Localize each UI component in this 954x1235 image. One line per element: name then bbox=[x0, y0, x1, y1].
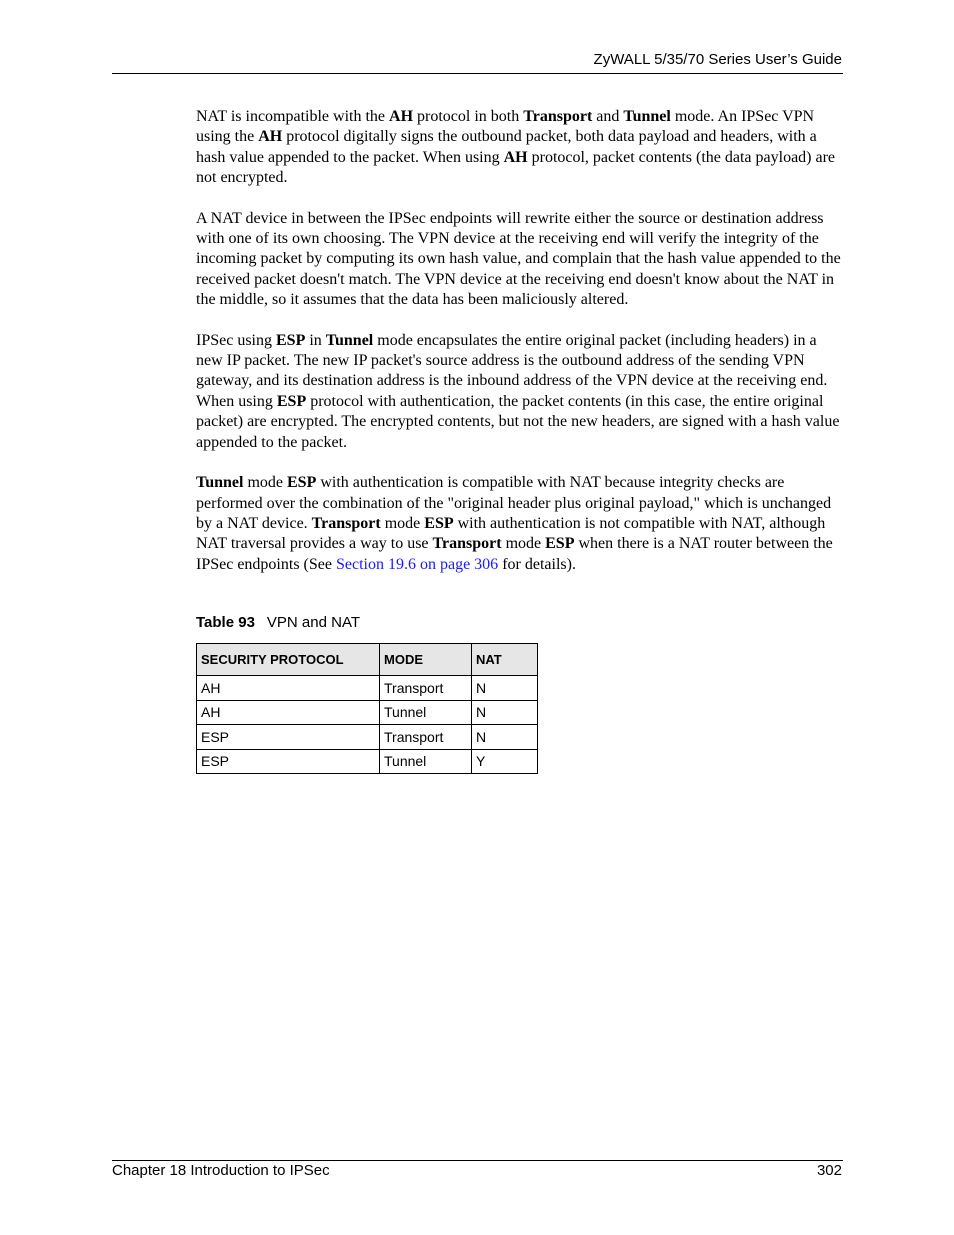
column-header-security-protocol: SECURITY PROTOCOL bbox=[197, 644, 380, 676]
bold-term: Tunnel bbox=[623, 108, 671, 125]
cell-nat: N bbox=[472, 725, 538, 750]
text-run: in bbox=[305, 331, 326, 349]
footer-divider bbox=[112, 1160, 843, 1161]
text-run: mode encapsulates the entire original packet (including headers) in a new IP packet. The new IP packet's source address is the outbound address of the sending VPN gateway, and its destination address is the inbound address of the VPN device at the receiving end. When using bbox=[196, 331, 828, 410]
bold-term: ESP bbox=[276, 392, 307, 410]
paragraph-tunnel-esp-nat bbox=[196, 473, 844, 575]
cell-mode: Transport bbox=[380, 676, 472, 701]
table-title: VPN and NAT bbox=[266, 614, 361, 631]
text-run: protocol in both bbox=[413, 108, 524, 125]
cell-security-protocol: ESP bbox=[197, 725, 380, 750]
bold-term: Transport bbox=[523, 108, 593, 125]
paragraph-ah-incompatible bbox=[196, 107, 844, 189]
header-divider bbox=[112, 73, 843, 74]
cell-nat: Y bbox=[472, 749, 538, 774]
text-run: IPSec using bbox=[196, 331, 276, 349]
cell-mode: Tunnel bbox=[380, 700, 472, 725]
bold-term: AH bbox=[503, 148, 528, 166]
text-run: mode bbox=[501, 535, 546, 553]
table-caption bbox=[196, 614, 360, 631]
paragraph-esp-tunnel bbox=[196, 331, 844, 453]
bold-term: Tunnel bbox=[196, 474, 244, 492]
bold-term: AH bbox=[389, 108, 414, 125]
vpn-nat-table bbox=[196, 643, 538, 774]
section-link[interactable]: Section 19.6 on page 306 bbox=[335, 555, 499, 573]
bold-term: ESP bbox=[276, 331, 306, 349]
cell-security-protocol: AH bbox=[197, 700, 380, 725]
body-text bbox=[196, 107, 844, 595]
footer-chapter: Chapter 18 Introduction to IPSec bbox=[112, 1162, 330, 1179]
text-run: and bbox=[592, 108, 624, 125]
column-header-nat: NAT bbox=[472, 644, 538, 676]
text-run: when there is a NAT router between the IPSec endpoints (See bbox=[196, 535, 833, 573]
bold-term: Transport bbox=[311, 514, 381, 532]
cell-nat: N bbox=[472, 676, 538, 701]
table-number: Table 93 bbox=[196, 614, 255, 631]
text-run: mode. An IPSec VPN using the bbox=[196, 108, 815, 146]
text-run: protocol, packet contents (the data payload) are not encrypted. bbox=[196, 148, 836, 187]
text-run: mode bbox=[243, 474, 287, 492]
cell-security-protocol: ESP bbox=[197, 749, 380, 774]
header-title: ZyWALL 5/35/70 Series User’s Guide bbox=[593, 51, 842, 68]
footer-page-number: 302 bbox=[816, 1162, 842, 1179]
bold-term: ESP bbox=[287, 474, 317, 492]
text-run: with authentication is not compatible with NAT, although NAT traversal provides a way to use bbox=[196, 514, 826, 553]
table-row bbox=[197, 676, 538, 701]
bold-term: Tunnel bbox=[325, 331, 374, 349]
paragraph-nat-device bbox=[196, 209, 844, 311]
cell-nat: N bbox=[472, 700, 538, 725]
bold-term: ESP bbox=[424, 514, 454, 532]
cell-mode: Transport bbox=[380, 725, 472, 750]
cell-security-protocol: AH bbox=[197, 676, 380, 701]
bold-term: AH bbox=[258, 128, 283, 146]
text-run: protocol with authentication, the packet contents (in this case, the entire original packet) are encrypted. The encrypted contents, but not the new headers, are signed with a hash value appended to the packet. bbox=[196, 392, 840, 451]
text-run: for details). bbox=[498, 555, 576, 573]
column-header-mode: MODE bbox=[380, 644, 472, 676]
table-row bbox=[197, 700, 538, 725]
table-row bbox=[197, 725, 538, 750]
table-header-row bbox=[197, 644, 538, 676]
bold-term: ESP bbox=[545, 535, 575, 553]
text-run: protocol digitally signs the outbound packet, both data payload and headers, with a hash value appended to the packet. When using bbox=[196, 128, 817, 166]
cell-mode: Tunnel bbox=[380, 749, 472, 774]
text-run: with authentication is compatible with NAT because integrity checks are performed over the combination of the "original header plus original payload," which is unchanged by a NAT device. bbox=[196, 474, 832, 532]
text-run: A NAT device in between the IPSec endpoints will rewrite either the source or destination address with one of its own choosing. The VPN device at the receiving end will verify the integrity of the incoming packet by computing its own hash value, and complain that the hash value appended to the received packet doesn't match. The VPN device at the receiving end doesn't know about the NAT in the middle, so it assumes that the data has been maliciously altered. bbox=[196, 209, 841, 309]
text-run: mode bbox=[380, 514, 425, 532]
table-row bbox=[197, 749, 538, 774]
text-run: NAT is incompatible with the bbox=[196, 108, 390, 125]
bold-term: Transport bbox=[432, 535, 502, 553]
